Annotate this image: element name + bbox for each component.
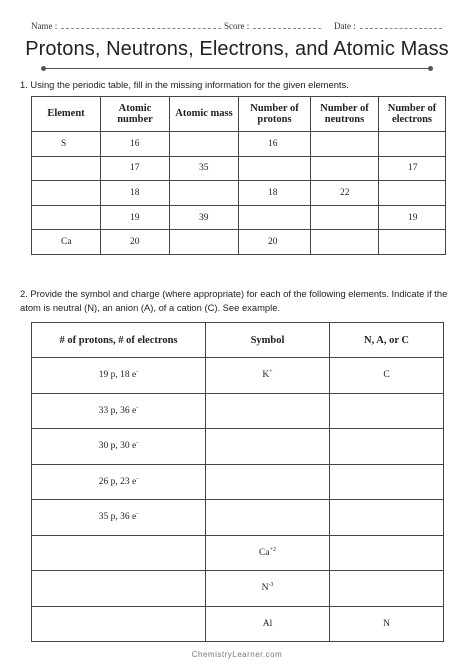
element-table-cell: 18	[101, 181, 170, 206]
table-row	[32, 156, 446, 181]
charge-type-cell[interactable]	[330, 464, 444, 500]
element-table-cell: 22	[311, 181, 379, 206]
protons-electrons-cell-superscript: -	[136, 369, 139, 376]
protons-electrons-cell-superscript: -	[136, 404, 139, 411]
element-table-cell[interactable]	[170, 230, 239, 255]
footer-brand: ChemistryLearner.com	[191, 650, 283, 659]
date-field	[334, 20, 442, 31]
element-table-header-cell: Atomic mass	[170, 97, 239, 132]
table-row	[32, 535, 444, 571]
protons-electrons-cell[interactable]	[32, 606, 206, 642]
charge-type-cell[interactable]	[330, 429, 444, 465]
page-title: Protons, Neutrons, Electrons, and Atomic Mass	[25, 38, 449, 60]
symbol-table-header-cell: # of protons, # of electrons	[32, 323, 206, 358]
table-row	[32, 358, 444, 394]
symbol-cell-text: Ca	[259, 547, 270, 558]
protons-electrons-cell	[32, 393, 206, 429]
element-table-cell[interactable]	[311, 156, 379, 181]
protons-electrons-cell[interactable]	[32, 571, 206, 607]
symbol-cell-superscript: +2	[269, 546, 276, 553]
symbol-table-header-row	[32, 323, 444, 358]
element-table-cell[interactable]	[311, 230, 379, 255]
element-table-header-cell: Atomic number	[101, 97, 170, 132]
element-table-cell: 19	[379, 205, 446, 230]
symbol-cell-text: Al	[262, 618, 273, 629]
protons-electrons-cell-superscript: -	[136, 475, 139, 482]
element-table-header-cell: Number of protons	[239, 97, 311, 132]
element-table-cell: 17	[101, 156, 170, 181]
name-field	[31, 20, 221, 31]
element-table-cell: 35	[170, 156, 239, 181]
protons-electrons-cell-text: 19 p, 18 e	[98, 370, 137, 381]
symbol-cell-superscript: +	[269, 369, 273, 376]
element-info-table	[31, 96, 446, 255]
protons-electrons-cell	[32, 464, 206, 500]
symbol-cell	[206, 571, 330, 607]
table-row	[32, 230, 446, 255]
symbol-table-header-cell: Symbol	[206, 323, 330, 358]
score-blank[interactable]	[253, 20, 321, 29]
element-table-cell: 19	[101, 205, 170, 230]
element-table-cell: 18	[239, 181, 311, 206]
table-row	[32, 464, 444, 500]
table-row	[32, 132, 446, 157]
question-1-text: 1. Using the periodic table, fill in the missing information for the given elements.	[20, 79, 349, 90]
score-label: Score :	[224, 21, 250, 31]
charge-type-cell	[330, 358, 444, 394]
charge-type-cell	[330, 606, 444, 642]
element-table-cell: Ca	[32, 230, 101, 255]
element-table-cell[interactable]	[379, 132, 446, 157]
element-table-cell: 16	[101, 132, 170, 157]
charge-type-cell-text: N	[383, 618, 390, 629]
symbol-cell	[206, 535, 330, 571]
charge-type-cell[interactable]	[330, 500, 444, 536]
table-row	[32, 181, 446, 206]
element-table-header-row	[32, 97, 446, 132]
symbol-cell[interactable]	[206, 464, 330, 500]
table-row	[32, 571, 444, 607]
table-row	[32, 205, 446, 230]
element-table-header-cell: Number of neutrons	[311, 97, 379, 132]
element-table-cell[interactable]	[239, 156, 311, 181]
table-row	[32, 429, 444, 465]
symbol-cell-superscript: -3	[268, 582, 274, 589]
symbol-cell[interactable]	[206, 429, 330, 465]
element-table-header-cell: Number of electrons	[379, 97, 446, 132]
element-table-cell: 20	[101, 230, 170, 255]
element-table-cell: 20	[239, 230, 311, 255]
symbol-cell[interactable]	[206, 393, 330, 429]
protons-electrons-cell	[32, 500, 206, 536]
date-label: Date :	[334, 21, 356, 31]
protons-electrons-cell	[32, 429, 206, 465]
element-table-cell: 17	[379, 156, 446, 181]
element-table-cell[interactable]	[239, 205, 311, 230]
table-row	[32, 606, 444, 642]
table-row	[32, 393, 444, 429]
symbol-cell-text: K	[262, 370, 270, 381]
name-blank[interactable]	[61, 20, 221, 29]
symbol-cell[interactable]	[206, 500, 330, 536]
table-row	[32, 500, 444, 536]
symbol-charge-table	[31, 322, 444, 642]
protons-electrons-cell[interactable]	[32, 535, 206, 571]
element-table-cell[interactable]	[32, 205, 101, 230]
symbol-cell	[206, 606, 330, 642]
element-table-cell: S	[32, 132, 101, 157]
protons-electrons-cell-text: 30 p, 30 e	[98, 441, 137, 452]
symbol-table-header-cell: N, A, or C	[330, 323, 444, 358]
date-blank[interactable]	[360, 20, 442, 29]
protons-electrons-cell-text: 35 p, 36 e	[98, 512, 137, 523]
element-table-cell[interactable]	[170, 181, 239, 206]
element-table-cell[interactable]	[311, 205, 379, 230]
symbol-cell-text: N	[261, 583, 269, 594]
symbol-cell	[206, 358, 330, 394]
charge-type-cell[interactable]	[330, 393, 444, 429]
protons-electrons-cell-superscript: -	[136, 440, 139, 447]
charge-type-cell[interactable]	[330, 571, 444, 607]
score-field	[224, 20, 321, 31]
protons-electrons-cell-text: 26 p, 23 e	[98, 476, 137, 487]
protons-electrons-cell-superscript: -	[136, 511, 139, 518]
element-table-cell[interactable]	[32, 156, 101, 181]
charge-type-cell[interactable]	[330, 535, 444, 571]
title-divider	[44, 68, 430, 69]
element-table-cell[interactable]	[32, 181, 101, 206]
charge-type-cell-text: C	[383, 370, 390, 381]
protons-electrons-cell	[32, 358, 206, 394]
protons-electrons-cell-text: 33 p, 36 e	[98, 405, 137, 416]
element-table-cell[interactable]	[170, 132, 239, 157]
question-2-text: 2. Provide the symbol and charge (where appropriate) for each of the following elements. Indicate if the atom is neutral (N), an anion (A), of a cation (C). See example.	[20, 288, 448, 313]
element-table-header-cell: Element	[32, 97, 101, 132]
name-label: Name :	[31, 21, 58, 31]
element-table-cell[interactable]	[379, 181, 446, 206]
element-table-cell[interactable]	[311, 132, 379, 157]
element-table-cell[interactable]	[379, 230, 446, 255]
element-table-cell: 16	[239, 132, 311, 157]
element-table-cell: 39	[170, 205, 239, 230]
